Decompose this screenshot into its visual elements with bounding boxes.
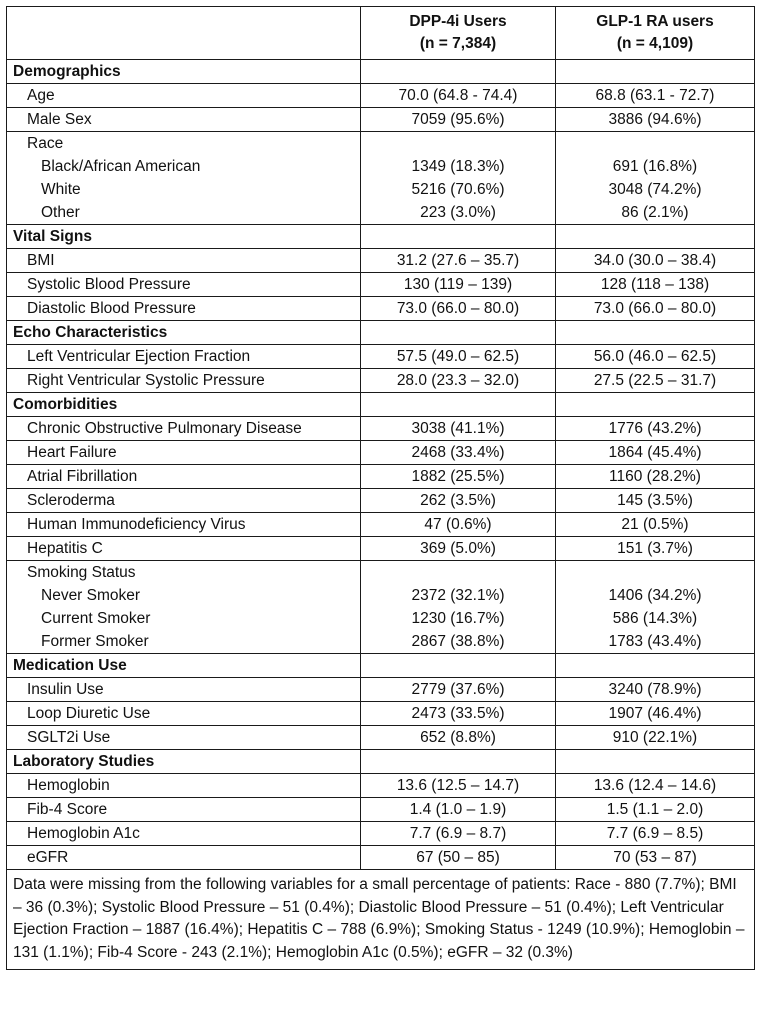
dpp4i-value: 652 (8.8%): [361, 726, 556, 750]
row-label: Heart Failure: [7, 441, 361, 465]
section-row: [7, 654, 755, 678]
glp1ra-value: 586 (14.3%): [612, 610, 698, 627]
section-demographics: Demographics: [7, 60, 361, 84]
footnote: Data were missing from the following variables for a small percentage of patients: Race - 880 (7.7%); BMI – 36 (0.3%); Systolic Blood Pressure – 51 (0.4%); Diastolic Blood Pressure – 51 (0.4%); Left Ventricular Ejection Fraction – 1887 (16.4%); Hepatitis C – 788 (6.9%); Smoking Status - 1249 (10.9%); Hemoglobin – 131 (1.1%); Fib-4 Score - 243 (2.1%); Hemoglobin A1c (0.5%); eGFR – 32 (0.3%): [7, 870, 755, 970]
section-row: [7, 393, 755, 417]
dpp4i-value: 2372 (32.1%): [411, 587, 505, 604]
race-white-label: White: [41, 181, 81, 198]
header-glp1ra: [556, 7, 755, 60]
dpp4i-value: 57.5 (49.0 – 62.5): [361, 345, 556, 369]
dpp4i-value: 7059 (95.6%): [361, 108, 556, 132]
dpp4i-value: 70.0 (64.8 - 74.4): [361, 84, 556, 108]
section-vital-signs: Vital Signs: [7, 225, 361, 249]
dpp4i-value: 369 (5.0%): [361, 537, 556, 561]
section-medication: Medication Use: [7, 654, 361, 678]
row-label: Loop Diuretic Use: [7, 702, 361, 726]
dpp4i-value: 73.0 (66.0 – 80.0): [361, 297, 556, 321]
glp1ra-value: 68.8 (63.1 - 72.7): [556, 84, 755, 108]
dpp4i-value: 13.6 (12.5 – 14.7): [361, 774, 556, 798]
glp1ra-value: 1864 (45.4%): [556, 441, 755, 465]
glp1ra-value: 1776 (43.2%): [556, 417, 755, 441]
dpp4i-value: 3038 (41.1%): [361, 417, 556, 441]
table-row: [7, 345, 755, 369]
glp1ra-value: 21 (0.5%): [556, 513, 755, 537]
table-row: [7, 465, 755, 489]
section-echo: Echo Characteristics: [7, 321, 361, 345]
dpp4i-value: 47 (0.6%): [361, 513, 556, 537]
dpp4i-value: 262 (3.5%): [361, 489, 556, 513]
row-label: Diastolic Blood Pressure: [7, 297, 361, 321]
row-label: BMI: [7, 249, 361, 273]
glp1ra-value: 73.0 (66.0 – 80.0): [556, 297, 755, 321]
glp1ra-value: 1160 (28.2%): [556, 465, 755, 489]
row-label: Age: [7, 84, 361, 108]
table-row: [7, 108, 755, 132]
section-row: [7, 750, 755, 774]
table-row: [7, 297, 755, 321]
row-label: Chronic Obstructive Pulmonary Disease: [7, 417, 361, 441]
header-dpp4i-title: DPP-4i Users: [409, 13, 507, 30]
smoking-current-label: Current Smoker: [41, 610, 151, 627]
row-label: Scleroderma: [7, 489, 361, 513]
row-label: Atrial Fibrillation: [7, 465, 361, 489]
dpp4i-value: 2867 (38.8%): [411, 633, 505, 650]
table-row: [7, 822, 755, 846]
smoking-label: Smoking Status: [27, 564, 136, 581]
dpp4i-value: 7.7 (6.9 – 8.7): [361, 822, 556, 846]
table-row: [7, 441, 755, 465]
dpp4i-value: 1349 (18.3%): [411, 158, 505, 175]
row-label: Right Ventricular Systolic Pressure: [7, 369, 361, 393]
header-glp1ra-title: GLP-1 RA users: [596, 13, 714, 30]
glp1ra-value: 151 (3.7%): [556, 537, 755, 561]
smoking-former-label: Former Smoker: [41, 633, 149, 650]
baseline-characteristics-table: [6, 6, 755, 970]
table-row: [7, 846, 755, 870]
race-black-label: Black/African American: [41, 158, 201, 175]
glp1ra-value: 34.0 (30.0 – 38.4): [556, 249, 755, 273]
table-row: [7, 726, 755, 750]
glp1ra-value: 3048 (74.2%): [608, 181, 702, 198]
dpp4i-value: 2468 (33.4%): [361, 441, 556, 465]
dpp4i-value: 31.2 (27.6 – 35.7): [361, 249, 556, 273]
row-label: eGFR: [7, 846, 361, 870]
header-glp1ra-n: (n = 4,109): [616, 35, 694, 52]
table-row: [7, 417, 755, 441]
table-row: [7, 561, 755, 654]
row-label: Male Sex: [7, 108, 361, 132]
glp1ra-value: 3886 (94.6%): [556, 108, 755, 132]
table-row: [7, 678, 755, 702]
row-label: SGLT2i Use: [7, 726, 361, 750]
glp1ra-value: 70 (53 – 87): [556, 846, 755, 870]
dpp4i-value: 2473 (33.5%): [361, 702, 556, 726]
dpp4i-value: 5216 (70.6%): [411, 181, 505, 198]
dpp4i-value: 1.4 (1.0 – 1.9): [361, 798, 556, 822]
dpp4i-value: 28.0 (23.3 – 32.0): [361, 369, 556, 393]
section-comorbidities: Comorbidities: [7, 393, 361, 417]
section-row: [7, 225, 755, 249]
row-label: Hemoglobin A1c: [7, 822, 361, 846]
table-row: [7, 513, 755, 537]
row-label: Systolic Blood Pressure: [7, 273, 361, 297]
row-label: Human Immunodeficiency Virus: [7, 513, 361, 537]
race-other-label: Other: [41, 204, 80, 221]
dpp4i-value: 223 (3.0%): [420, 204, 496, 221]
row-label: Fib-4 Score: [7, 798, 361, 822]
header-row: [7, 7, 755, 60]
glp1ra-value: 691 (16.8%): [612, 158, 698, 175]
glp1ra-value: 3240 (78.9%): [556, 678, 755, 702]
dpp4i-value: 1882 (25.5%): [361, 465, 556, 489]
dpp4i-value: 67 (50 – 85): [361, 846, 556, 870]
glp1ra-value: 1783 (43.4%): [608, 633, 702, 650]
table-row: [7, 774, 755, 798]
section-row: [7, 321, 755, 345]
table-row: [7, 702, 755, 726]
table-row: [7, 273, 755, 297]
glp1ra-value: 1.5 (1.1 – 2.0): [556, 798, 755, 822]
row-label: Insulin Use: [7, 678, 361, 702]
glp1ra-value: 27.5 (22.5 – 31.7): [556, 369, 755, 393]
glp1ra-value: 13.6 (12.4 – 14.6): [556, 774, 755, 798]
glp1ra-value: 7.7 (6.9 – 8.5): [556, 822, 755, 846]
table-row: [7, 537, 755, 561]
glp1ra-value: 86 (2.1%): [621, 204, 689, 221]
table-row: [7, 798, 755, 822]
header-label-cell: [7, 7, 361, 60]
glp1ra-value: 145 (3.5%): [556, 489, 755, 513]
table-row: [7, 132, 755, 225]
header-dpp4i: [361, 7, 556, 60]
glp1ra-value: 56.0 (46.0 – 62.5): [556, 345, 755, 369]
glp1ra-value: 1907 (46.4%): [556, 702, 755, 726]
section-row: [7, 60, 755, 84]
row-label: Hemoglobin: [7, 774, 361, 798]
table-row: [7, 84, 755, 108]
footnote-row: [7, 870, 755, 970]
dpp4i-value: 1230 (16.7%): [411, 610, 505, 627]
table-row: [7, 369, 755, 393]
glp1ra-value: 910 (22.1%): [556, 726, 755, 750]
dpp4i-value: 2779 (37.6%): [361, 678, 556, 702]
row-label: Left Ventricular Ejection Fraction: [7, 345, 361, 369]
glp1ra-value: 1406 (34.2%): [608, 587, 702, 604]
row-label: Hepatitis C: [7, 537, 361, 561]
section-laboratory: Laboratory Studies: [7, 750, 361, 774]
table-row: [7, 489, 755, 513]
dpp4i-value: 130 (119 – 139): [361, 273, 556, 297]
smoking-never-label: Never Smoker: [41, 587, 141, 604]
race-label: Race: [27, 135, 64, 152]
glp1ra-value: 128 (118 – 138): [556, 273, 755, 297]
table-row: [7, 249, 755, 273]
header-dpp4i-n: (n = 7,384): [419, 35, 497, 52]
